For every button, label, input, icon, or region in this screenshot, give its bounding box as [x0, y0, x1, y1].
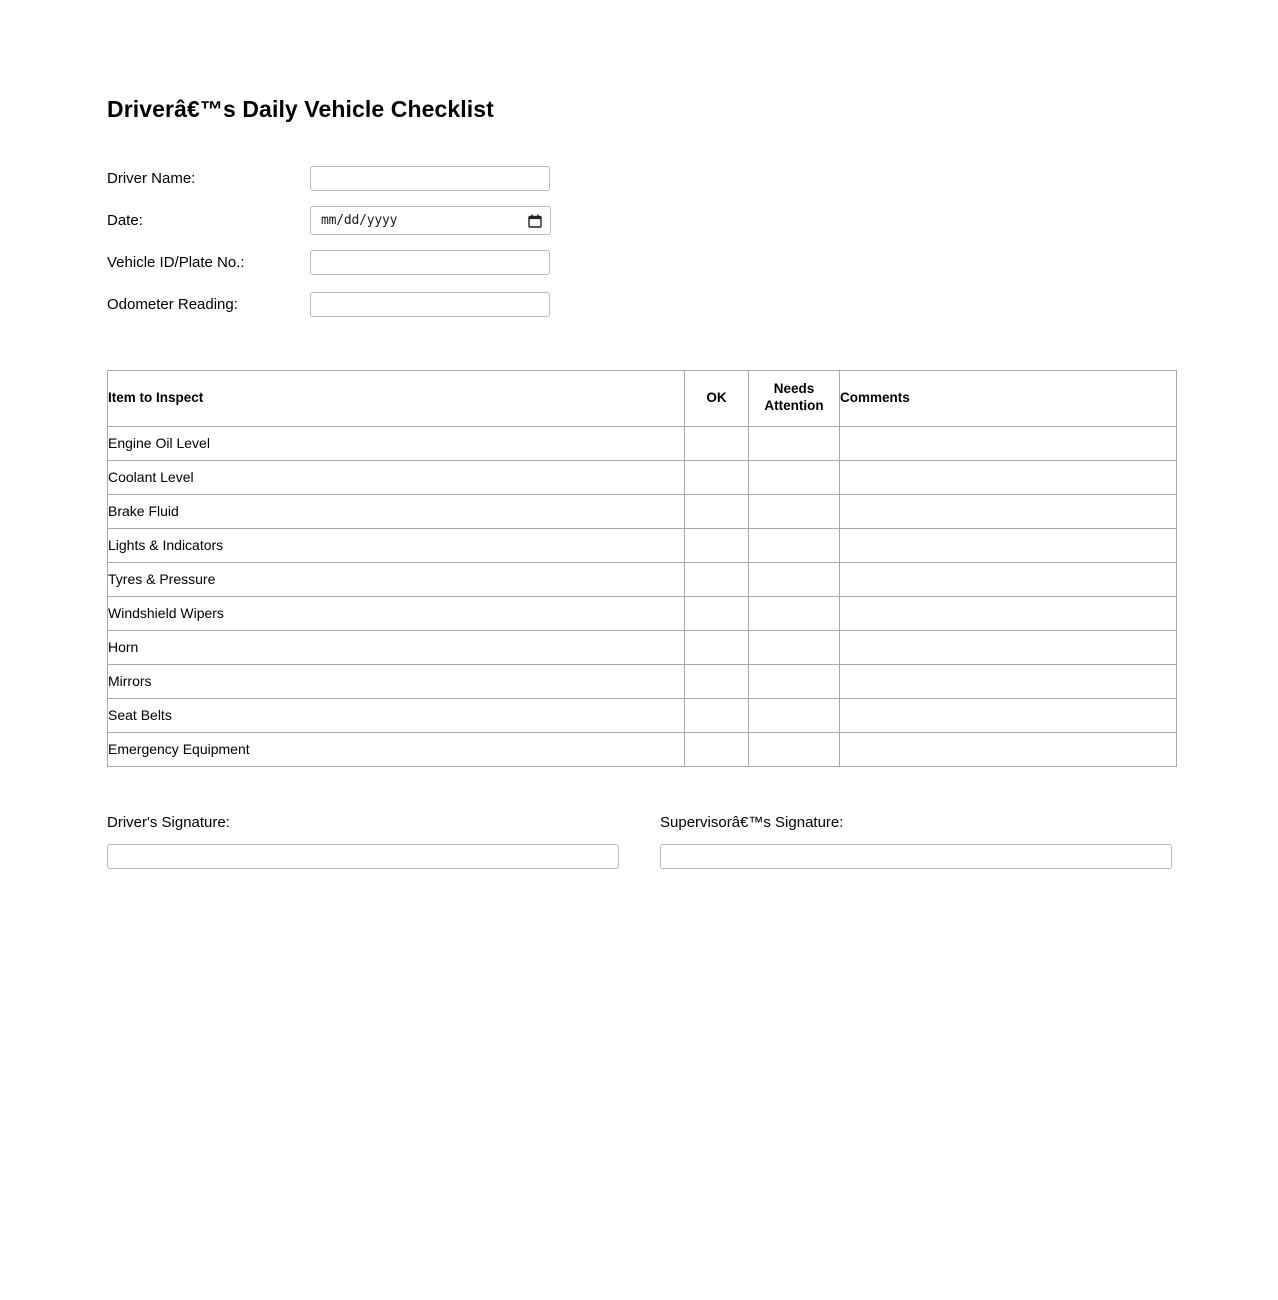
comments-cell[interactable] [840, 562, 1177, 596]
table-row [108, 596, 1177, 630]
field-row-odometer [107, 284, 1172, 326]
supervisor-signature-group [660, 814, 1172, 869]
field-row-driver-name [107, 158, 1172, 200]
comments-cell[interactable] [840, 494, 1177, 528]
table-row [108, 494, 1177, 528]
table-row [108, 630, 1177, 664]
inspection-item-label: Coolant Level [108, 460, 685, 494]
supervisor-signature-label: Supervisorâ€™s Signature: [660, 813, 844, 831]
comments-cell[interactable] [840, 664, 1177, 698]
ok-cell[interactable] [685, 732, 749, 766]
table-header [108, 370, 1177, 426]
column-header-comments: Comments [840, 370, 1177, 426]
ok-cell[interactable] [685, 562, 749, 596]
ok-cell[interactable] [685, 528, 749, 562]
comments-cell[interactable] [840, 596, 1177, 630]
vehicle-info-fields [107, 158, 1172, 326]
inspection-item-label: Windshield Wipers [108, 596, 685, 630]
driver-signature-input[interactable] [107, 844, 619, 869]
signature-section [107, 814, 1172, 869]
table-row [108, 664, 1177, 698]
needs-attention-cell[interactable] [749, 664, 840, 698]
ok-cell[interactable] [685, 698, 749, 732]
ok-cell[interactable] [685, 426, 749, 460]
table-body [108, 426, 1177, 766]
field-row-vehicle-id [107, 242, 1172, 284]
comments-cell[interactable] [840, 630, 1177, 664]
needs-attention-cell[interactable] [749, 426, 840, 460]
driver-signature-group [107, 814, 619, 869]
page-title: Driverâ€™s Daily Vehicle Checklist [107, 96, 494, 122]
inspection-item-label: Mirrors [108, 664, 685, 698]
table-row [108, 528, 1177, 562]
driver-name-label: Driver Name: [107, 169, 196, 187]
comments-cell[interactable] [840, 426, 1177, 460]
needs-attention-cell[interactable] [749, 494, 840, 528]
inspection-item-label: Horn [108, 630, 685, 664]
inspection-item-label: Lights & Indicators [108, 528, 685, 562]
column-header-item: Item to Inspect [108, 370, 685, 426]
comments-cell[interactable] [840, 460, 1177, 494]
ok-cell[interactable] [685, 630, 749, 664]
odometer-label: Odometer Reading: [107, 295, 238, 313]
comments-cell[interactable] [840, 698, 1177, 732]
table-row [108, 698, 1177, 732]
vehicle-id-label: Vehicle ID/Plate No.: [107, 253, 245, 271]
needs-attention-cell[interactable] [749, 732, 840, 766]
comments-cell[interactable] [840, 732, 1177, 766]
field-row-date [107, 200, 1172, 242]
table-header-row [108, 370, 1177, 426]
inspection-item-label: Tyres & Pressure [108, 562, 685, 596]
table-row [108, 562, 1177, 596]
table-row [108, 426, 1177, 460]
needs-attention-cell[interactable] [749, 528, 840, 562]
comments-cell[interactable] [840, 528, 1177, 562]
ok-cell[interactable] [685, 460, 749, 494]
inspection-item-label: Engine Oil Level [108, 426, 685, 460]
date-label: Date: [107, 211, 143, 229]
inspection-item-label: Emergency Equipment [108, 732, 685, 766]
driver-name-input[interactable] [310, 166, 550, 191]
inspection-checklist-table [107, 370, 1177, 767]
needs-attention-cell[interactable] [749, 698, 840, 732]
inspection-item-label: Brake Fluid [108, 494, 685, 528]
calendar-icon[interactable] [528, 214, 542, 228]
inspection-item-label: Seat Belts [108, 698, 685, 732]
column-header-ok: OK [685, 370, 749, 426]
ok-cell[interactable] [685, 664, 749, 698]
needs-attention-cell[interactable] [749, 596, 840, 630]
supervisor-signature-input[interactable] [660, 844, 1172, 869]
date-input[interactable] [310, 206, 551, 235]
ok-cell[interactable] [685, 494, 749, 528]
table-row [108, 732, 1177, 766]
needs-attention-cell[interactable] [749, 630, 840, 664]
ok-cell[interactable] [685, 596, 749, 630]
driver-signature-label: Driver's Signature: [107, 813, 230, 831]
needs-attention-cell[interactable] [749, 562, 840, 596]
table-row [108, 460, 1177, 494]
column-header-needs-attention: Needs Attention [749, 370, 840, 426]
date-placeholder-text: mm/dd/yyyy [321, 213, 398, 229]
vehicle-id-input[interactable] [310, 250, 550, 275]
needs-attention-cell[interactable] [749, 460, 840, 494]
odometer-input[interactable] [310, 292, 550, 317]
